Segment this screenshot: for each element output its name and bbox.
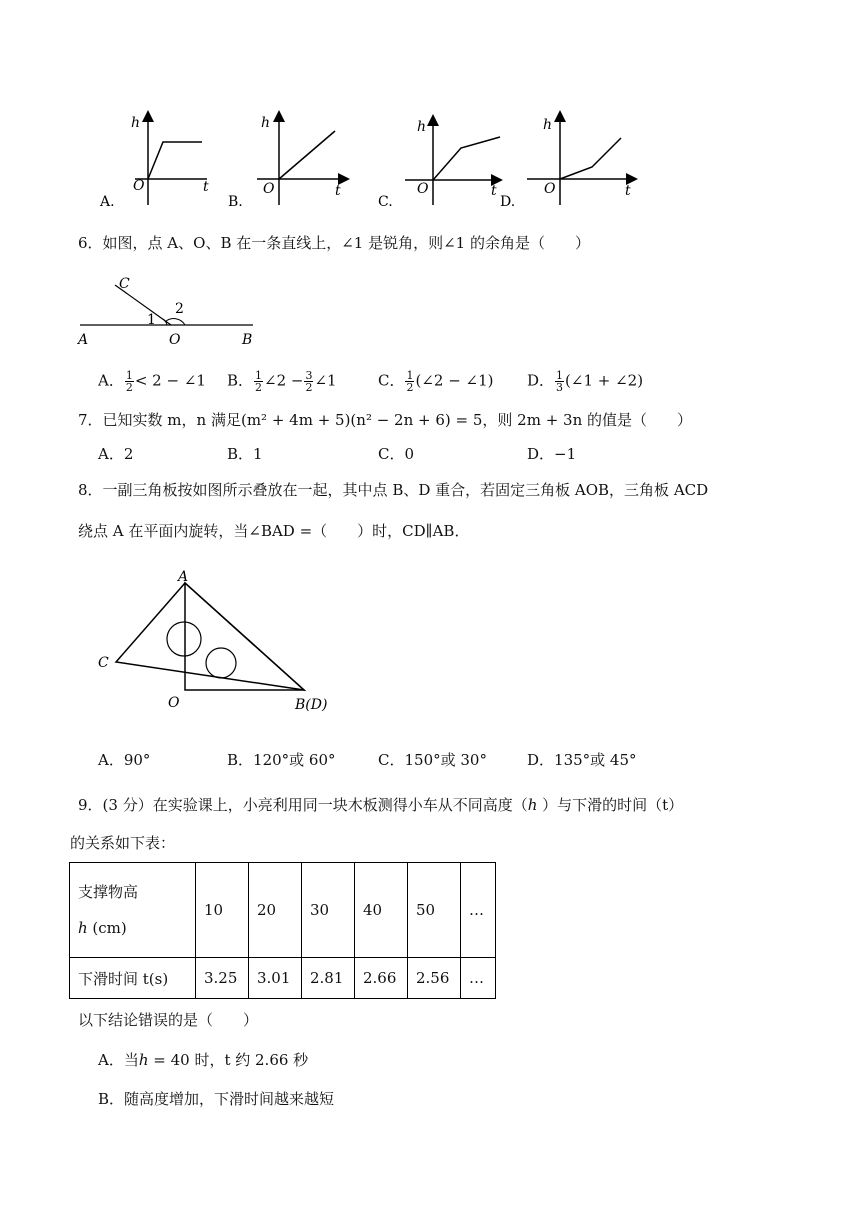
q8-stem-line1: 8．一副三角板按如图所示叠放在一起，其中点 B、D 重合，若固定三角板 AOB，三角板 ACD bbox=[78, 481, 709, 499]
origin-label: O bbox=[263, 181, 275, 197]
q9-data-table bbox=[69, 862, 496, 999]
graph-c bbox=[378, 117, 500, 210]
q8-option-b[interactable]: B．120°或 60° bbox=[227, 751, 336, 769]
origin-label: O bbox=[544, 181, 556, 197]
q7-option-b[interactable]: B．1 bbox=[227, 445, 263, 463]
fraction: $\frac{3}{2}$ bbox=[305, 369, 313, 394]
axis-t-label: t bbox=[335, 183, 341, 199]
angle-2-label: 2 bbox=[175, 301, 184, 317]
table-cell: 3.01 bbox=[249, 958, 302, 999]
graph-d bbox=[500, 113, 635, 210]
q5-graphs bbox=[95, 105, 655, 215]
q9-question: 以下结论错误的是（ ） bbox=[78, 1011, 259, 1029]
option-text: (∠2 − ∠1) bbox=[415, 371, 494, 390]
graph-a bbox=[99, 113, 209, 210]
q5-option-c[interactable]: C. bbox=[378, 194, 393, 210]
table-cell: 40 bbox=[355, 863, 408, 958]
axis-h-label: h bbox=[543, 117, 553, 133]
fraction: $\frac{1}{3}$ bbox=[556, 369, 564, 394]
option-text: ∠2 − bbox=[264, 371, 304, 390]
axis-t-label: t bbox=[491, 183, 497, 199]
q7-option-c[interactable]: C．0 bbox=[378, 445, 415, 463]
q7-option-d[interactable]: D．−1 bbox=[527, 445, 577, 463]
graph-b bbox=[228, 113, 347, 210]
table-row bbox=[70, 958, 496, 999]
table-cell: 10 bbox=[196, 863, 249, 958]
table-cell: … bbox=[461, 863, 496, 958]
point-o-label: O bbox=[169, 332, 181, 348]
q6-option-a[interactable] bbox=[98, 370, 206, 393]
q6-stem: 6．如图，点 A、O、B 在一条直线上，∠1 是锐角，则∠1 的余角是（ ） bbox=[78, 234, 590, 252]
table-cell: 3.25 bbox=[196, 958, 249, 999]
q6-figure bbox=[75, 270, 265, 350]
q9-stem-line1: 9．(3 分）在实验课上，小亮利用同一块木板测得小车从不同高度（ℎ ）与下滑的时间（t） bbox=[78, 796, 684, 814]
q5-option-a[interactable]: A. bbox=[100, 194, 115, 210]
option-letter: B． bbox=[227, 371, 254, 390]
table-cell: 50 bbox=[408, 863, 461, 958]
table-cell: 20 bbox=[249, 863, 302, 958]
axis-t-label: t bbox=[203, 179, 209, 195]
point-c-label: C bbox=[98, 655, 109, 671]
origin-label: O bbox=[133, 178, 145, 194]
q5-option-d[interactable]: D. bbox=[500, 194, 516, 210]
table-cell: 2.81 bbox=[302, 958, 355, 999]
row-header-time: 下滑时间 t(s) bbox=[70, 958, 196, 999]
fraction: $\frac{1}{2}$ bbox=[125, 369, 133, 394]
axis-h-label: h bbox=[417, 119, 427, 135]
option-letter: C． bbox=[378, 371, 405, 390]
q8-stem-line2: 绕点 A 在平面内旋转，当∠BAD =（ ）时，CD∥AB． bbox=[78, 522, 470, 540]
q6-option-b[interactable] bbox=[227, 370, 337, 393]
q6-option-c[interactable] bbox=[378, 370, 494, 393]
option-text: < 2 − ∠1 bbox=[134, 371, 206, 390]
table-cell: 30 bbox=[302, 863, 355, 958]
axis-h-label: h bbox=[261, 115, 271, 131]
table-cell: 2.56 bbox=[408, 958, 461, 999]
option-text: (∠1 + ∠2) bbox=[565, 371, 644, 390]
point-a-label: A bbox=[78, 332, 89, 348]
fraction: $\frac{1}{2}$ bbox=[255, 369, 263, 394]
point-a-label: A bbox=[178, 569, 189, 585]
q8-option-a[interactable]: A．90° bbox=[98, 751, 151, 769]
q5-option-b[interactable]: B. bbox=[228, 194, 243, 210]
origin-label: O bbox=[417, 181, 429, 197]
q7-stem: 7．已知实数 m，n 满足(m² + 4m + 5)(n² − 2n + 6) = 5，则 2m + 3n 的值是（ ） bbox=[78, 411, 693, 429]
table-cell: 2.66 bbox=[355, 958, 408, 999]
axis-t-label: t bbox=[625, 183, 631, 199]
q7-option-a[interactable]: A．2 bbox=[98, 445, 134, 463]
fraction: $\frac{1}{2}$ bbox=[406, 369, 414, 394]
q9-stem-line2: 的关系如下表： bbox=[70, 834, 176, 852]
point-o-label: O bbox=[168, 695, 180, 711]
table-row bbox=[70, 863, 496, 958]
angle-1-label: 1 bbox=[147, 312, 156, 328]
row-header-height: 支撑物高 ℎ (cm) bbox=[70, 863, 196, 958]
option-letter: A． bbox=[98, 371, 124, 390]
q9-option-a[interactable]: A．当ℎ = 40 时，t 约 2.66 秒 bbox=[98, 1051, 309, 1069]
point-c-label: C bbox=[119, 276, 130, 292]
point-b-label: B bbox=[242, 332, 253, 348]
axis-h-label: h bbox=[131, 115, 141, 131]
q8-figure bbox=[90, 565, 350, 720]
option-letter: D． bbox=[527, 371, 555, 390]
option-text: ∠1 bbox=[314, 371, 337, 390]
table-cell: … bbox=[461, 958, 496, 999]
q8-option-c[interactable]: C．150°或 30° bbox=[378, 751, 487, 769]
q9-option-b[interactable]: B．随高度增加，下滑时间越来越短 bbox=[98, 1090, 335, 1108]
q8-option-d[interactable]: D．135°或 45° bbox=[527, 751, 637, 769]
point-bd-label: B(D) bbox=[295, 697, 328, 713]
q6-option-d[interactable] bbox=[527, 370, 643, 393]
